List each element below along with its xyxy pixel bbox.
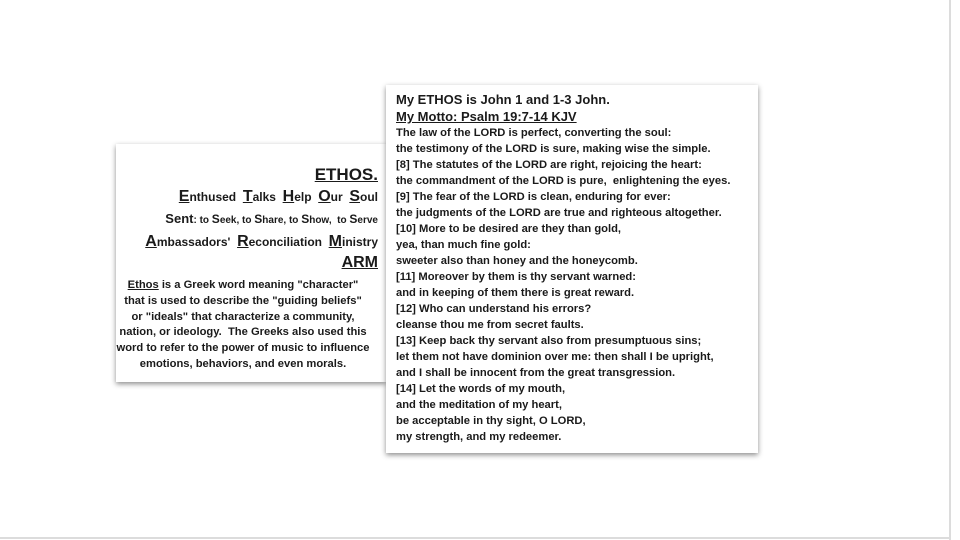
acronym-word: Talks <box>242 188 276 205</box>
verse-line: sweeter also than honey and the honeycomb. <box>396 255 638 267</box>
verse-line: cleanse thou me from secret faults. <box>396 319 584 331</box>
acronym-word: Enthused <box>178 188 237 205</box>
verse-line: [14] Let the words of my mouth, <box>396 383 566 395</box>
page-edge-bottom <box>0 537 951 539</box>
verse-line: yea, than much fine gold: <box>396 239 531 251</box>
verse-line: and I shall be innocent from the great transgression. <box>396 367 676 379</box>
acronym-word: Ambassadors' <box>145 233 231 250</box>
verse-line: [11] Moreover by them is thy servant warned: <box>396 271 636 283</box>
description-line: that is used to describe the "guiding beliefs" <box>124 294 362 307</box>
verse-line: and the meditation of my heart, <box>396 399 562 411</box>
verse-line: my strength, and my redeemer. <box>396 431 562 443</box>
description-line: emotions, behaviors, and even morals. <box>139 357 347 370</box>
arm-label: ARM <box>341 254 378 271</box>
acronym-word: Reconciliation <box>237 233 322 250</box>
acronym-line-3 <box>116 231 378 253</box>
verse-line: [8] The statutes of the LORD are right, rejoicing the heart: <box>396 159 702 171</box>
acronym-word: Ministry <box>328 233 378 250</box>
verse-line: [12] Who can understand his errors? <box>396 303 592 315</box>
ethos-acronym-card <box>116 144 386 382</box>
verse-line: [10] More to be desired are they than gold, <box>396 223 622 235</box>
acronym-line-1 <box>116 186 378 208</box>
psalm-card-content <box>396 91 752 445</box>
verse-line: [13] Keep back thy servant also from presumptuous sins; <box>396 335 702 347</box>
ethos-heading: My ETHOS is John 1 and 1-3 John. <box>396 92 610 107</box>
page-edge-right <box>949 0 951 540</box>
ethos-description <box>108 278 378 373</box>
description-line: nation, or ideology. The Greeks also used this <box>119 326 367 339</box>
acronym-word: Soul <box>349 188 378 205</box>
ethos-term: Ethos <box>127 279 159 291</box>
sent-lead: Sent <box>165 211 194 226</box>
description-line: Ethos is a Greek word meaning "character" <box>127 279 359 291</box>
ethos-card-content <box>116 164 378 373</box>
motto-title: My Motto: Psalm 19:7-14 KJV <box>396 109 577 124</box>
psalm-motto-card <box>386 85 758 453</box>
verse-line: the judgments of the LORD are true and righteous altogether. <box>396 207 722 219</box>
verse-line: be acceptable in thy sight, O LORD, <box>396 415 586 427</box>
verse-line: and in keeping of them there is great reward. <box>396 287 635 299</box>
acronym-word: Help <box>282 188 312 205</box>
verse-line: let them not have dominion over me: then shall I be upright, <box>396 351 714 363</box>
acronym-line-2: Sent: to Seek, to Share, to Show, to Serve <box>165 211 378 226</box>
verse-line: [9] The fear of the LORD is clean, enduring for ever: <box>396 191 671 203</box>
description-line: or "ideals" that characterize a community, <box>131 310 355 323</box>
acronym-word: Our <box>318 188 343 205</box>
ethos-title: ETHOS. <box>314 165 378 184</box>
verse-list <box>396 125 752 445</box>
description-line: word to refer to the power of music to influence <box>116 342 370 355</box>
verse-line: the commandment of the LORD is pure, enlightening the eyes. <box>396 175 731 187</box>
verse-line: The law of the LORD is perfect, converting the soul: <box>396 127 672 139</box>
verse-line: the testimony of the LORD is sure, making wise the simple. <box>396 143 711 155</box>
